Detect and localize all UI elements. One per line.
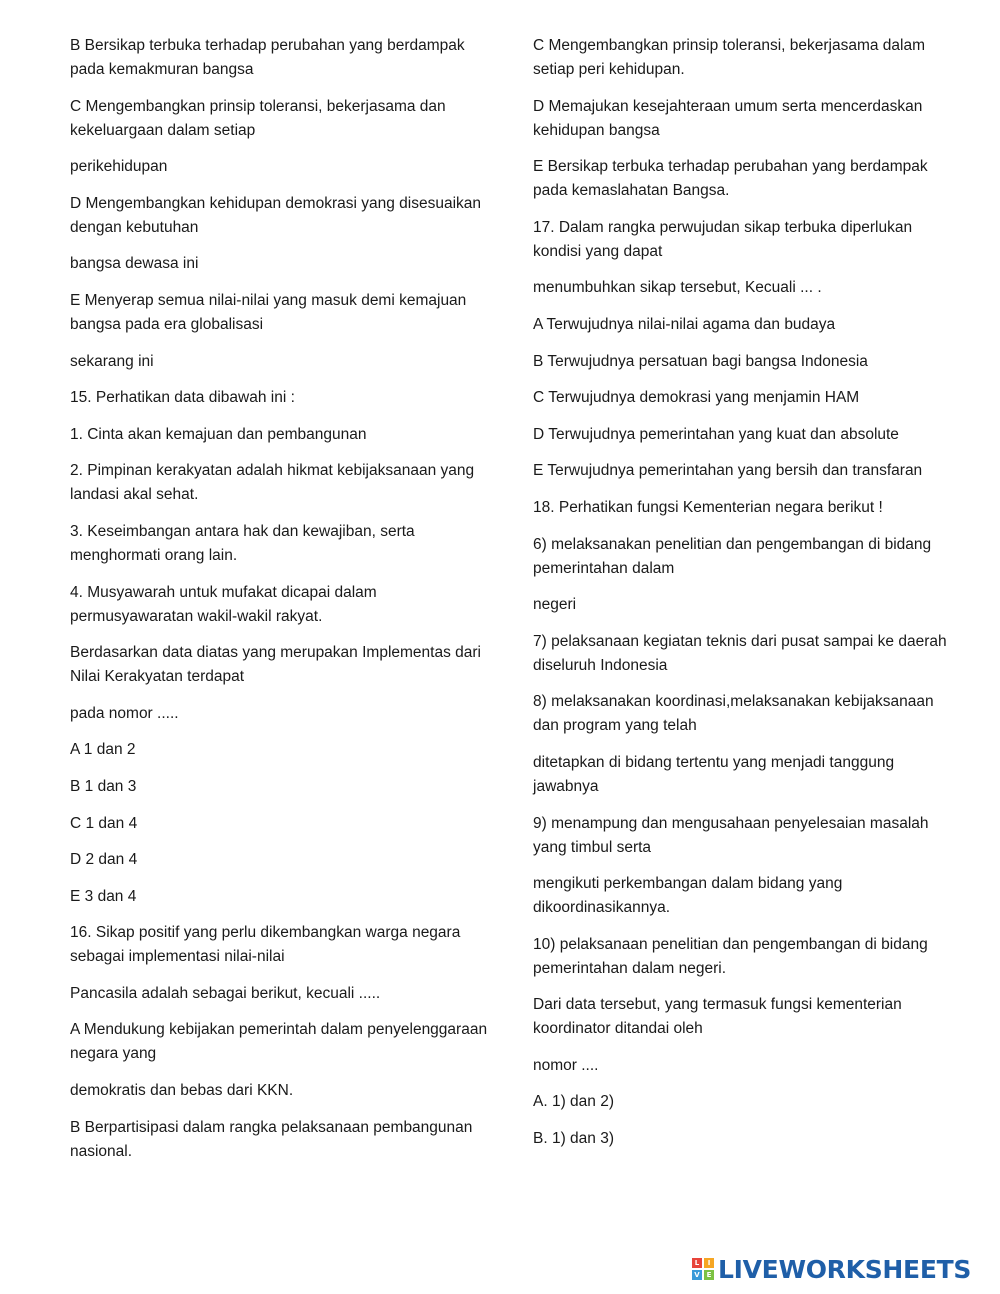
answer-option: A Terwujudnya nilai-nilai agama dan budaya xyxy=(533,315,836,333)
brand-name: LIVEWORKSHEETS xyxy=(718,1254,972,1284)
text-line: ditetapkan di bidang tertentu yang menjadi tanggung jawabnya xyxy=(533,753,895,795)
answer-option: C 1 dan 4 xyxy=(70,814,138,832)
data-item: 4. Musyawarah untuk mufakat dicapai dalam permusyawaratan wakil-wakil rakyat. xyxy=(70,583,377,625)
text-line: nomor .... xyxy=(533,1056,599,1074)
text-line: Dari data tersebut, yang termasuk fungsi kementerian koordinator ditandai oleh xyxy=(533,996,902,1038)
text-line: mengikuti perkembangan dalam bidang yang dikoordinasikannya. xyxy=(533,875,843,917)
answer-option: E Terwujudnya pemerintahan yang bersih dan transfaran xyxy=(533,462,923,480)
text-line: demokratis dan bebas dari KKN. xyxy=(70,1082,294,1100)
text-line: pada nomor ..... xyxy=(70,704,179,722)
text-line: bangsa dewasa ini xyxy=(70,255,199,273)
text-line: perikehidupan xyxy=(70,158,168,176)
data-item: 8) melaksanakan koordinasi,melaksanakan kebijaksanaan dan program yang telah xyxy=(533,693,934,735)
answer-option: B. 1) dan 3) xyxy=(533,1130,614,1148)
question-16: 16. Sikap positif yang perlu dikembangkan warga negara sebagai implementasi nilai-nilai xyxy=(70,924,461,966)
text-line: negeri xyxy=(533,596,577,614)
text-line: sekarang ini xyxy=(70,352,154,370)
answer-option: A. 1) dan 2) xyxy=(533,1093,614,1111)
logo-letter: L xyxy=(692,1258,702,1268)
logo-letter: V xyxy=(692,1270,702,1280)
data-item: 7) pelaksanaan kegiatan teknis dari pusat sampai ke daerah diseluruh Indonesia xyxy=(533,632,947,674)
answer-option: D 2 dan 4 xyxy=(70,851,138,869)
logo-letter: E xyxy=(704,1270,714,1280)
data-item: 10) pelaksanaan penelitian dan pengembangan di bidang pemerintahan dalam negeri. xyxy=(533,935,928,977)
answer-option: C Mengembangkan prinsip toleransi, bekerjasama dalam setiap peri kehidupan. xyxy=(533,37,926,78)
text-line: E Menyerap semua nilai-nilai yang masuk demi kemajuan bangsa pada era globalisasi xyxy=(70,291,467,333)
answer-option: D Memajukan kesejahteraan umum serta mencerdaskan kehidupan bangsa xyxy=(533,97,923,139)
right-column xyxy=(533,34,948,1164)
text-line: Berdasarkan data diatas yang merupakan Implementas dari Nilai Kerakyatan terdapat xyxy=(70,644,481,686)
text-line: D Mengembangkan kehidupan demokrasi yang disesuaikan dengan kebutuhan xyxy=(70,194,482,236)
question-18: 18. Perhatikan fungsi Kementerian negara berikut ! xyxy=(533,498,883,516)
logo-letter: I xyxy=(704,1258,714,1268)
data-item: 2. Pimpinan kerakyatan adalah hikmat kebijaksanaan yang landasi akal sehat. xyxy=(70,462,475,504)
text-line: B Bersikap terbuka terhadap perubahan yang berdampak pada kemakmuran bangsa xyxy=(70,37,465,78)
data-item: 1. Cinta akan kemajuan dan pembangunan xyxy=(70,425,367,443)
answer-option: E Bersikap terbuka terhadap perubahan yang berdampak pada kemaslahatan Bangsa. xyxy=(533,158,928,200)
answer-option: D Terwujudnya pemerintahan yang kuat dan absolute xyxy=(533,425,899,443)
answer-option: B Terwujudnya persatuan bagi bangsa Indonesia xyxy=(533,352,868,370)
answer-option: B Berpartisipasi dalam rangka pelaksanaan pembangunan nasional. xyxy=(70,1118,473,1160)
answer-option: A 1 dan 2 xyxy=(70,741,136,759)
text-line: menumbuhkan sikap tersebut, Kecuali ... . xyxy=(533,279,822,297)
question-17: 17. Dalam rangka perwujudan sikap terbuka diperlukan kondisi yang dapat xyxy=(533,218,913,260)
data-item: 9) menampung dan mengusahaan penyelesaian masalah yang timbul serta xyxy=(533,814,929,856)
answer-option: A Mendukung kebijakan pemerintah dalam penyelenggaraan negara yang xyxy=(70,1021,488,1063)
logo-mark-icon xyxy=(692,1258,714,1280)
data-item: 3. Keseimbangan antara hak dan kewajiban, serta menghormati orang lain. xyxy=(70,522,415,564)
answer-option: C Terwujudnya demokrasi yang menjamin HAM xyxy=(533,389,860,407)
question-15: 15. Perhatikan data dibawah ini : xyxy=(70,389,295,407)
answer-option: B 1 dan 3 xyxy=(70,777,137,795)
left-column xyxy=(70,34,490,1176)
text-line: C Mengembangkan prinsip toleransi, bekerjasama dan kekeluargaan dalam setiap xyxy=(70,97,446,139)
text-line: Pancasila adalah sebagai berikut, kecuali ..... xyxy=(70,984,381,1002)
liveworksheets-logo[interactable] xyxy=(692,1253,971,1285)
answer-option: E 3 dan 4 xyxy=(70,887,137,905)
data-item: 6) melaksanakan penelitian dan pengembangan di bidang pemerintahan dalam xyxy=(533,535,932,577)
